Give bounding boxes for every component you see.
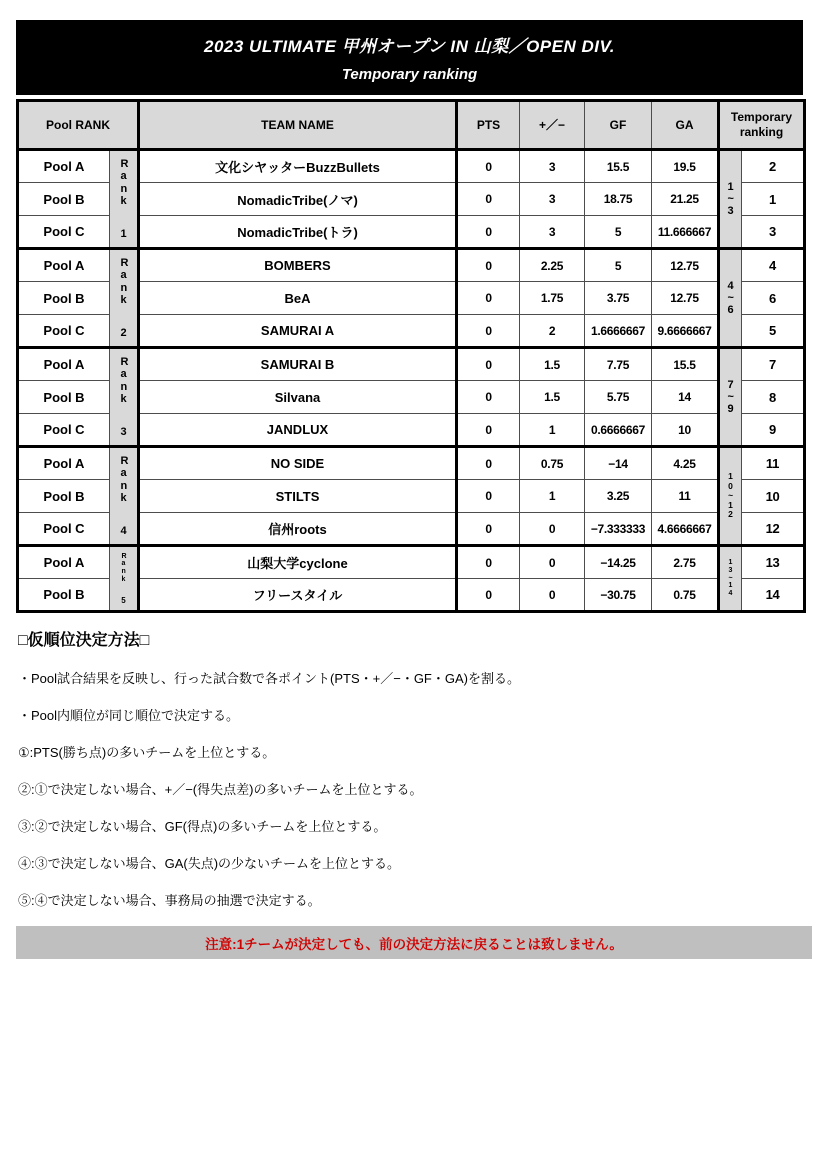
plus-minus-cell: 2 [520,315,585,348]
pool-cell: Pool B [18,579,110,612]
pts-cell: 0 [457,480,520,513]
team-cell: Silvana [139,381,457,414]
note-line-7: ⑤:④で決定しない場合、事務局の抽選で決定する。 [18,893,321,908]
temp-rank-cell: 8 [742,381,805,414]
team-cell: フリースタイル [139,579,457,612]
ga-cell: 0.75 [652,579,719,612]
pool-cell: Pool C [18,315,110,348]
header-temporary-ranking: Temporary ranking [719,101,805,150]
ga-cell: 14 [652,381,719,414]
plus-minus-cell: 3 [520,183,585,216]
range-group-cell [719,150,742,249]
ga-cell: 11 [652,480,719,513]
ga-cell: 2.75 [652,546,719,579]
rank-group-cell [110,447,139,546]
ga-cell: 11.666667 [652,216,719,249]
pool-cell: Pool C [18,513,110,546]
temp-rank-cell: 9 [742,414,805,447]
ga-cell: 21.25 [652,183,719,216]
gf-cell: 1.6666667 [585,315,652,348]
pool-cell: Pool A [18,348,110,381]
pool-cell: Pool C [18,216,110,249]
table-header-row [18,101,805,150]
gf-cell: 5.75 [585,381,652,414]
table-row [18,447,805,480]
header-plus-minus: +／− [520,101,585,150]
pts-cell: 0 [457,315,520,348]
temp-rank-cell: 10 [742,480,805,513]
pts-cell: 0 [457,546,520,579]
note-line-5: ③:②で決定しない場合、GF(得点)の多いチームを上位とする。 [18,819,387,834]
gf-cell: −14 [585,447,652,480]
pool-cell: Pool B [18,381,110,414]
ga-cell: 4.6666667 [652,513,719,546]
header-pool-rank: Pool RANK [18,101,139,150]
team-cell: STILTS [139,480,457,513]
pool-cell: Pool A [18,546,110,579]
team-cell: NomadicTribe(トラ) [139,216,457,249]
rank-word: Rank [120,356,129,405]
team-cell: SAMURAI B [139,348,457,381]
team-cell: 信州roots [139,513,457,546]
plus-minus-cell: 3 [520,150,585,183]
temp-rank-cell: 1 [742,183,805,216]
temp-rank-cell: 14 [742,579,805,612]
pts-cell: 0 [457,150,520,183]
temp-rank-cell: 4 [742,249,805,282]
ga-cell: 19.5 [652,150,719,183]
range-group-cell [719,249,742,348]
gf-cell: 3.75 [585,282,652,315]
temp-rank-cell: 12 [742,513,805,546]
pts-cell: 0 [457,282,520,315]
rank-group-cell [110,546,139,612]
plus-minus-cell: 1.75 [520,282,585,315]
pool-cell: Pool A [18,150,110,183]
gf-cell: 5 [585,216,652,249]
range-group-cell [719,546,742,612]
temp-rank-cell: 11 [742,447,805,480]
rank-group-cell [110,249,139,348]
plus-minus-cell: 1 [520,414,585,447]
note-line-6: ④:③で決定しない場合、GA(失点)の少ないチームを上位とする。 [18,856,401,871]
rank-number: 2 [120,327,127,339]
team-cell: 山梨大学cyclone [139,546,457,579]
note-line-1: ・Pool試合結果を反映し、行った試合数で各ポイント(PTS・+／−・GF・GA)を割る。 [18,671,520,686]
pts-cell: 0 [457,381,520,414]
page-title: 2023 ULTIMATE 甲州オープン IN 山梨／OPEN DIV. [204,37,615,56]
gf-cell: −30.75 [585,579,652,612]
plus-minus-cell: 3 [520,216,585,249]
table-row [18,546,805,579]
notice-bar [16,926,812,959]
ga-cell: 12.75 [652,249,719,282]
plus-minus-cell: 0 [520,513,585,546]
range-label: 7~9 [727,378,734,416]
pool-cell: Pool B [18,282,110,315]
team-cell: SAMURAI A [139,315,457,348]
pts-cell: 0 [457,414,520,447]
notes-heading: □仮順位決定方法□ [18,632,150,649]
plus-minus-cell: 2.25 [520,249,585,282]
table-row [18,348,805,381]
table-row [18,150,805,183]
rank-number: 5 [121,595,126,605]
pts-cell: 0 [457,183,520,216]
ga-cell: 15.5 [652,348,719,381]
ga-cell: 9.6666667 [652,315,719,348]
pts-cell: 0 [457,216,520,249]
plus-minus-cell: 1.5 [520,348,585,381]
temp-rank-cell: 13 [742,546,805,579]
plus-minus-cell: 0.75 [520,447,585,480]
range-group-cell [719,348,742,447]
pts-cell: 0 [457,249,520,282]
range-label: 1~3 [727,180,734,218]
range-label: 4~6 [727,279,734,317]
title-banner [16,20,803,95]
team-cell: JANDLUX [139,414,457,447]
gf-cell: 15.5 [585,150,652,183]
ga-cell: 4.25 [652,447,719,480]
rank-word: Rank [121,552,127,583]
temp-rank-cell: 2 [742,150,805,183]
header-team-name: TEAM NAME [139,101,457,150]
team-cell: NO SIDE [139,447,457,480]
rank-word: Rank [120,455,129,504]
team-cell: 文化シヤッターBuzzBullets [139,150,457,183]
header-ga: GA [652,101,719,150]
plus-minus-cell: 0 [520,579,585,612]
page-subtitle: Temporary ranking [341,66,478,83]
gf-cell: −14.25 [585,546,652,579]
range-label: 10~12 [728,471,734,520]
pts-cell: 0 [457,513,520,546]
pool-cell: Pool C [18,414,110,447]
team-cell: BOMBERS [139,249,457,282]
pts-cell: 0 [457,579,520,612]
table-row [18,249,805,282]
notice-text: 注意:1チームが決定しても、前の決定方法に戻ることは致しません。 [205,936,623,952]
plus-minus-cell: 0 [520,546,585,579]
rank-word: Rank [120,257,129,306]
temp-rank-cell: 6 [742,282,805,315]
note-line-2: ・Pool内順位が同じ順位で決定する。 [18,708,240,723]
gf-cell: 5 [585,249,652,282]
plus-minus-cell: 1.5 [520,381,585,414]
pool-cell: Pool A [18,249,110,282]
plus-minus-cell: 1 [520,480,585,513]
temp-rank-cell: 7 [742,348,805,381]
ga-cell: 10 [652,414,719,447]
temp-rank-cell: 3 [742,216,805,249]
pool-cell: Pool A [18,447,110,480]
note-line-3: ①:PTS(勝ち点)の多いチームを上位とする。 [18,745,276,760]
team-cell: BeA [139,282,457,315]
rank-word: Rank [120,158,129,207]
range-group-cell [719,447,742,546]
gf-cell: 18.75 [585,183,652,216]
note-line-4: ②:①で決定しない場合、+／−(得失点差)の多いチームを上位とする。 [18,782,423,797]
rank-number: 4 [120,525,127,537]
gf-cell: 3.25 [585,480,652,513]
header-pts: PTS [457,101,520,150]
rank-group-cell [110,150,139,249]
range-label: 13~14 [728,558,733,598]
gf-cell: −7.333333 [585,513,652,546]
rank-group-cell [110,348,139,447]
pool-cell: Pool B [18,183,110,216]
header-gf: GF [585,101,652,150]
pool-cell: Pool B [18,480,110,513]
ranking-table [16,99,806,613]
pts-cell: 0 [457,348,520,381]
rank-number: 1 [120,228,127,240]
gf-cell: 7.75 [585,348,652,381]
rank-number: 3 [120,426,127,438]
gf-cell: 0.6666667 [585,414,652,447]
team-cell: NomadicTribe(ノマ) [139,183,457,216]
temp-rank-cell: 5 [742,315,805,348]
pts-cell: 0 [457,447,520,480]
ga-cell: 12.75 [652,282,719,315]
